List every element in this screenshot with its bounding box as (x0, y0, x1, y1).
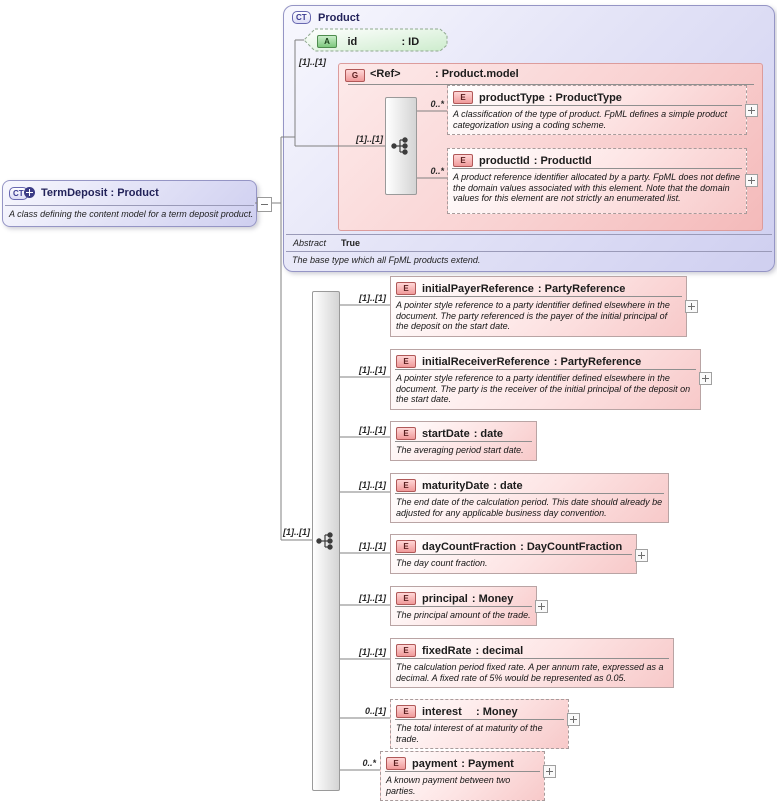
cardinality-label: 0..* (430, 166, 444, 176)
element-description: A classification of the type of product. FpML defines a simple product categorization using a coding scheme. (453, 109, 728, 130)
element-icon: E (396, 644, 416, 657)
termdeposit-title: TermDeposit : Product (41, 187, 159, 199)
element-description: A pointer style reference to a party identifier defined elsewhere in the document. The party referenced is the payer of the initial principal of the deposit on the start date. (396, 300, 670, 331)
element-description: A known payment between two parties. (386, 775, 511, 796)
expand-button[interactable] (745, 174, 758, 187)
element-initialPayerReference[interactable]: E initialPayerReference : PartyReference A pointer style reference to a party identifier defined elsewhere in the document. The party referenced is the payer of the initial principal of the deposit on the start date. (390, 276, 687, 337)
cardinality-label: [1]..[1] (359, 293, 386, 303)
collapse-button[interactable] (257, 197, 272, 212)
group-type: : Product.model (435, 68, 519, 80)
sequence-icon (316, 531, 336, 551)
sequence-icon (391, 136, 411, 156)
element-icon: E (396, 479, 416, 492)
element-icon: E (396, 540, 416, 553)
cardinality-label: [1]..[1] (359, 647, 386, 657)
group-icon: G (345, 69, 365, 82)
cardinality-label: 0..[1] (364, 706, 386, 716)
complex-type-icon: CT (292, 11, 311, 24)
element-description: The calculation period fixed rate. A per annum rate, expressed as a decimal. A fixed rate of 5% would be represented as 0.05. (396, 662, 664, 683)
abstract-label: Abstract (293, 238, 327, 248)
cardinality-label: 0..* (430, 99, 444, 109)
attribute-id (317, 33, 419, 51)
element-icon: E (396, 592, 416, 605)
element-description: The averaging period start date. (396, 445, 524, 455)
element-description: The total interest of at maturity of the trade. (396, 723, 543, 744)
element-icon: E (386, 757, 406, 770)
divider (286, 251, 772, 252)
expand-button[interactable] (535, 600, 548, 613)
attribute-icon: A (317, 35, 337, 48)
divider (5, 205, 254, 206)
element-principal[interactable]: E principal : Money The principal amount of the trade. (390, 586, 537, 626)
termdeposit-type-box[interactable] (2, 180, 257, 227)
termdeposit-description: A class defining the content model for a term deposit product. (9, 209, 254, 219)
element-icon: E (453, 154, 473, 167)
element-description: The end date of the calculation period. This date should already be adjusted for any applicable business day convention. (396, 497, 663, 518)
expand-button[interactable] (699, 372, 712, 385)
cardinality-label: 0..* (362, 758, 376, 768)
sequence-connector-group (385, 97, 417, 195)
cardinality-label: [1]..[1] (299, 57, 326, 67)
element-description: A product reference identifier allocated by a party. FpML does not define the domain values associated with this element. Note that the domain values for this element are not strictly an enumerated list. (453, 172, 741, 203)
attribute-name: id (347, 35, 358, 48)
element-icon: E (453, 91, 473, 104)
element-initialReceiverReference[interactable]: E initialReceiverReference : PartyReference A pointer style reference to a party identifier defined elsewhere in the document. The party is the receiver of the initial principal of the deposit on the start date. (390, 349, 701, 410)
element-icon: E (396, 705, 416, 718)
element-fixedRate[interactable]: E fixedRate : decimal The calculation period fixed rate. A per annum rate, expressed as a decimal. A fixed rate of 5% would be represented as 0.05. (390, 638, 674, 688)
expand-button[interactable] (745, 104, 758, 117)
element-interest[interactable]: E interest : Money The total interest of at maturity of the trade. (390, 699, 569, 749)
complex-type-icon: CT (9, 187, 28, 200)
element-productType[interactable]: E productType : ProductType A classification of the type of product. FpML defines a simple product categorization using a coding scheme. (447, 85, 747, 135)
cardinality-label: [1]..[1] (359, 425, 386, 435)
element-productId[interactable]: E productId : ProductId A product reference identifier allocated by a party. FpML does not define the domain values associated with this element. Note that the domain values for this element are not strictly an enumerated list. (447, 148, 747, 214)
expand-button[interactable] (635, 549, 648, 562)
derived-type-plus-icon (24, 187, 35, 198)
element-description: The principal amount of the trade. (396, 610, 531, 620)
element-description: A pointer style reference to a party identifier defined elsewhere in the document. The party is the receiver of the initial principal of the deposit on the start date. (396, 373, 691, 404)
cardinality-label: [1]..[1] (359, 480, 386, 490)
cardinality-label: [1]..[1] (356, 134, 383, 144)
cardinality-label: [1]..[1] (359, 365, 386, 375)
cardinality-label: [1]..[1] (359, 541, 386, 551)
cardinality-label: [1]..[1] (359, 593, 386, 603)
element-icon: E (396, 355, 416, 368)
element-icon: E (396, 282, 416, 295)
expand-button[interactable] (543, 765, 556, 778)
product-description: The base type which all FpML products extend. (292, 255, 481, 265)
element-description: The day count fraction. (396, 558, 488, 568)
product-title: Product (318, 12, 360, 24)
abstract-value: True (341, 238, 361, 248)
expand-button[interactable] (567, 713, 580, 726)
element-payment[interactable]: E payment : Payment A known payment between two parties. (380, 751, 545, 801)
group-name: <Ref> (370, 68, 401, 80)
element-dayCountFraction[interactable]: E dayCountFraction : DayCountFraction The day count fraction. (390, 534, 637, 574)
expand-button[interactable] (685, 300, 698, 313)
cardinality-label: [1]..[1] (283, 527, 310, 537)
element-startDate[interactable]: E startDate : date The averaging period start date. (390, 421, 537, 461)
element-maturityDate[interactable]: E maturityDate : date The end date of the calculation period. This date should already be adjusted for any applicable business day convention. (390, 473, 669, 523)
divider (286, 234, 772, 235)
attribute-type: : ID (401, 35, 420, 48)
element-icon: E (396, 427, 416, 440)
